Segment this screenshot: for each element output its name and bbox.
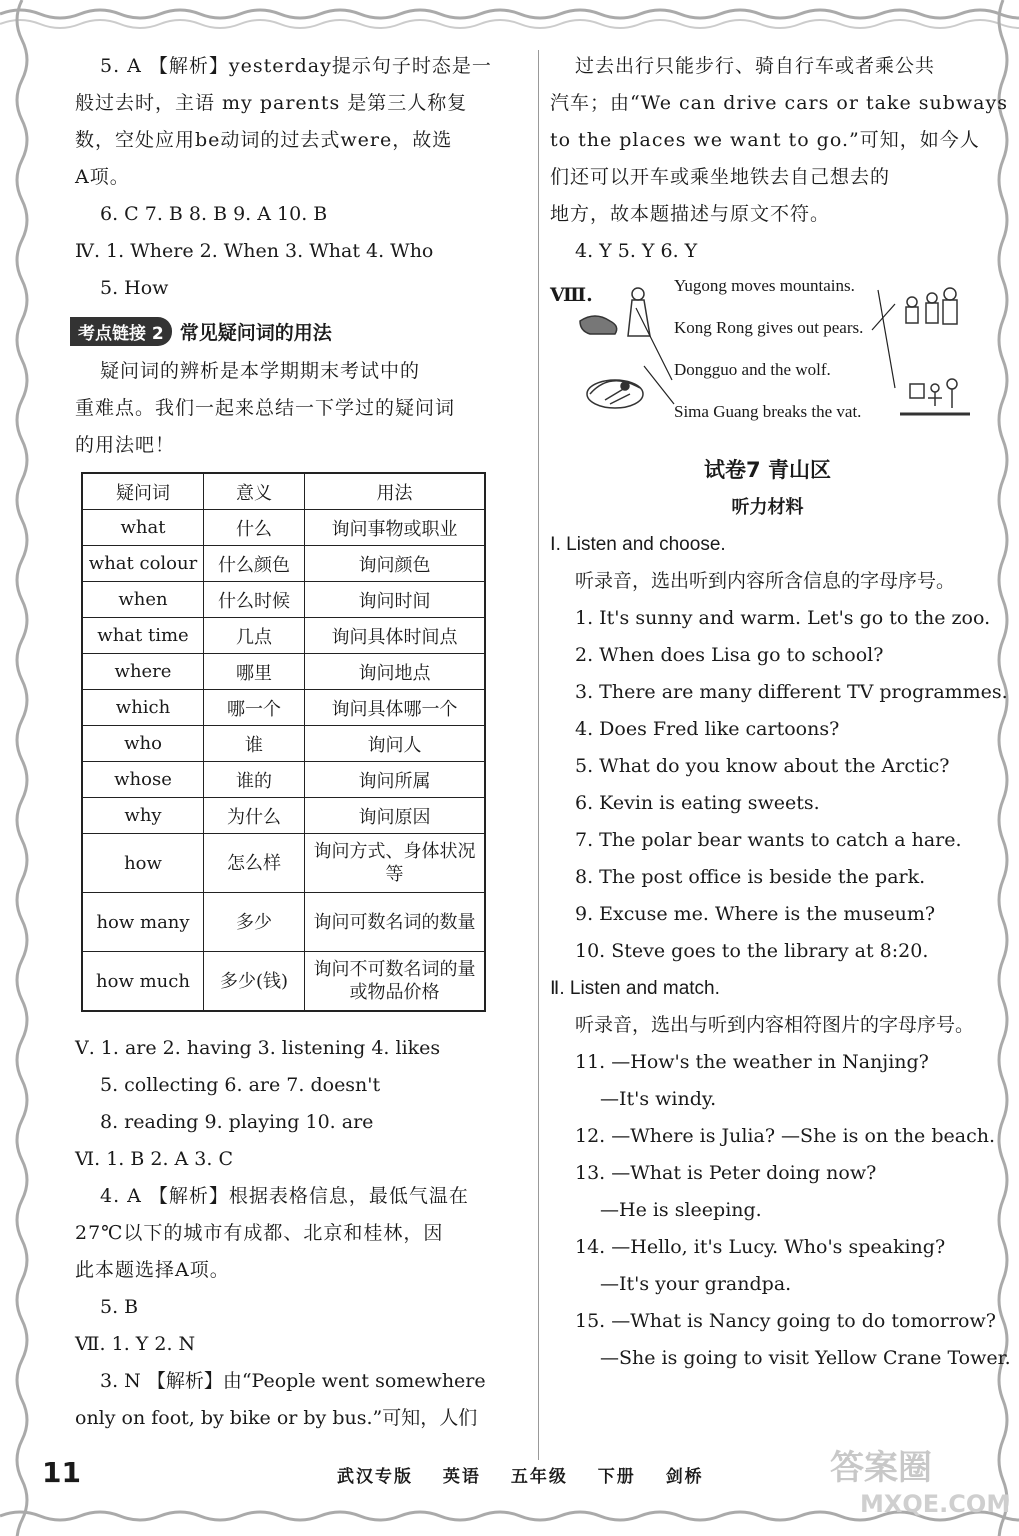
table-row bbox=[82, 582, 485, 618]
left-wavy-border bbox=[0, 0, 48, 1536]
table-cell: 怎么样 bbox=[204, 834, 305, 893]
book-info bbox=[337, 1462, 726, 1487]
table-cell: how bbox=[82, 834, 204, 893]
section-subtitle: 听力材料 bbox=[731, 497, 804, 518]
intro-line: 重难点。我们一起来总结一下学过的疑问词 bbox=[75, 397, 456, 419]
table-row bbox=[82, 726, 485, 762]
subject-label: 英语 bbox=[442, 1467, 481, 1487]
table-cell: 为什么 bbox=[204, 798, 305, 834]
left-column bbox=[75, 48, 515, 1437]
edition-label: 武汉专版 bbox=[337, 1467, 413, 1487]
list-item: 8. The post office is beside the park. bbox=[575, 866, 926, 888]
list-item: 10. Steve goes to the library at 8:20. bbox=[575, 940, 929, 962]
wolf-scholar-picture bbox=[580, 288, 650, 336]
match-item: Kong Rong gives out pears. bbox=[674, 318, 864, 337]
table-cell: 询问可数名词的数量 bbox=[305, 893, 486, 952]
answer-line: Ⅶ. 1. Y 2. N bbox=[75, 1333, 196, 1355]
section-number: Ⅷ. bbox=[550, 284, 593, 306]
list-item: 1. It's sunny and warm. Let's go to the zoo. bbox=[575, 607, 991, 629]
match-item: Sima Guang breaks the vat. bbox=[674, 402, 862, 421]
table-row bbox=[82, 952, 485, 1012]
section-instruction: 听录音，选出听到内容所含信息的字母序号。 bbox=[575, 571, 956, 592]
column-divider bbox=[538, 50, 539, 1460]
list-item: —It's your grandpa. bbox=[600, 1273, 792, 1295]
list-item: —It's windy. bbox=[600, 1088, 717, 1110]
answer-line: Ⅳ. 1. Where 2. When 3. What 4. Who bbox=[75, 240, 434, 262]
question-words-table bbox=[81, 472, 486, 1012]
section-heading: Ⅱ. Listen and match. bbox=[550, 978, 720, 999]
table-row bbox=[82, 834, 485, 893]
list-item: 9. Excuse me. Where is the museum? bbox=[575, 903, 936, 925]
answer-line: 5. How bbox=[100, 277, 169, 299]
answer-line: Ⅴ. 1. are 2. having 3. listening 4. likes bbox=[75, 1037, 441, 1059]
mountain-men-picture bbox=[900, 379, 970, 414]
table-row bbox=[82, 893, 485, 952]
table-header: 意义 bbox=[204, 473, 305, 510]
answer-line: 此本题选择A项。 bbox=[75, 1259, 230, 1281]
volume-label: 下册 bbox=[597, 1467, 636, 1487]
answer-line: 4. Y 5. Y 6. Y bbox=[575, 240, 698, 262]
answer-line: 数，空处应用be动词的过去式were，故选 bbox=[75, 129, 453, 151]
section-heading: Ⅰ. Listen and choose. bbox=[550, 534, 726, 555]
table-row bbox=[82, 798, 485, 834]
table-cell: 什么时候 bbox=[204, 582, 305, 618]
table-row bbox=[82, 690, 485, 726]
top-wavy-border bbox=[0, 0, 1019, 36]
knowledge-link-header bbox=[70, 313, 515, 349]
knowledge-link-title: 常见疑问词的用法 bbox=[179, 321, 332, 344]
answer-line: Ⅵ. 1. B 2. A 3. C bbox=[75, 1148, 233, 1170]
table-header: 疑问词 bbox=[82, 473, 204, 510]
table-cell: 询问人 bbox=[305, 726, 486, 762]
list-item: 12. —Where is Julia? —She is on the beach. bbox=[575, 1125, 995, 1147]
page-number: 11 bbox=[42, 1456, 81, 1489]
list-item: 14. —Hello, it's Lucy. Who's speaking? bbox=[575, 1236, 946, 1258]
table-cell: 多少 bbox=[204, 893, 305, 952]
pears-family-picture bbox=[906, 288, 957, 324]
table-cell: 询问具体哪一个 bbox=[305, 690, 486, 726]
table-cell: 询问原因 bbox=[305, 798, 486, 834]
knowledge-link-tag: 考点链接 2 bbox=[70, 317, 172, 346]
intro-line: 的用法吧！ bbox=[75, 434, 176, 456]
table-cell: 什么颜色 bbox=[204, 546, 305, 582]
answer-line: only on foot, by bike or by bus.”可知，人们 bbox=[75, 1407, 478, 1429]
list-item: —He is sleeping. bbox=[600, 1199, 762, 1221]
answer-line: 5. collecting 6. are 7. doesn't bbox=[100, 1074, 381, 1096]
answer-line: 6. C 7. B 8. B 9. A 10. B bbox=[100, 203, 328, 225]
table-cell: what bbox=[82, 510, 204, 546]
answer-line: 5. A 【解析】yesterday提示句子时态是一 bbox=[100, 55, 492, 77]
table-cell: 几点 bbox=[204, 618, 305, 654]
match-item: Yugong moves mountains. bbox=[674, 276, 855, 295]
table-cell: 询问所属 bbox=[305, 762, 486, 798]
match-lines bbox=[636, 290, 895, 404]
list-item: 4. Does Fred like cartoons? bbox=[575, 718, 840, 740]
table-cell: 谁 bbox=[204, 726, 305, 762]
list-item: 2. When does Lisa go to school? bbox=[575, 644, 884, 666]
answer-line: 过去出行只能步行、骑自行车或者乘公共 bbox=[575, 55, 936, 77]
table-cell: 谁的 bbox=[204, 762, 305, 798]
table-cell: who bbox=[82, 726, 204, 762]
table-cell: 询问颜色 bbox=[305, 546, 486, 582]
table-header-row bbox=[82, 473, 485, 510]
list-item: 5. What do you know about the Arctic? bbox=[575, 755, 950, 777]
grade-label: 五年级 bbox=[510, 1467, 568, 1487]
vat-children-picture bbox=[587, 380, 643, 408]
answer-line: 4. A 【解析】根据表格信息，最低气温在 bbox=[100, 1185, 469, 1207]
list-item: 13. —What is Peter doing now? bbox=[575, 1162, 877, 1184]
table-row bbox=[82, 546, 485, 582]
answer-line: 们还可以开车或乘坐地铁去自己想去的 bbox=[550, 166, 891, 188]
table-cell: 询问不可数名词的量或物品价格 bbox=[305, 952, 486, 1012]
list-item: 6. Kevin is eating sweets. bbox=[575, 792, 820, 814]
table-header: 用法 bbox=[305, 473, 486, 510]
answer-line: 般过去时，主语 my parents 是第三人称复 bbox=[75, 92, 468, 114]
answer-line: 27℃以下的城市有成都、北京和桂林，因 bbox=[75, 1222, 444, 1244]
table-cell: 哪一个 bbox=[204, 690, 305, 726]
answer-line: to the places we want to go.”可知，如今人 bbox=[550, 129, 980, 151]
table-cell: what colour bbox=[82, 546, 204, 582]
table-cell: 哪里 bbox=[204, 654, 305, 690]
list-item: —She is going to visit Yellow Crane Tower. bbox=[600, 1347, 1011, 1369]
table-cell: why bbox=[82, 798, 204, 834]
list-item: 15. —What is Nancy going to do tomorrow? bbox=[575, 1310, 996, 1332]
list-item: 3. There are many different TV programmes. bbox=[575, 681, 1008, 703]
answer-line: 5. B bbox=[100, 1296, 139, 1318]
table-cell: where bbox=[82, 654, 204, 690]
table-cell: whose bbox=[82, 762, 204, 798]
table-cell: when bbox=[82, 582, 204, 618]
answer-line: 3. N 【解析】由“People went somewhere bbox=[100, 1370, 486, 1392]
list-item: 11. —How's the weather in Nanjing? bbox=[575, 1051, 929, 1073]
table-row bbox=[82, 762, 485, 798]
table-row bbox=[82, 510, 485, 546]
table-cell: 多少(钱) bbox=[204, 952, 305, 1012]
table-cell: 询问事物或职业 bbox=[305, 510, 486, 546]
list-item: 7. The polar bear wants to catch a hare. bbox=[575, 829, 962, 851]
right-column bbox=[550, 48, 1011, 1377]
answer-line: 汽车；由“We can drive cars or take subways bbox=[550, 92, 1008, 114]
table-cell: 询问时间 bbox=[305, 582, 486, 618]
answer-line: 8. reading 9. playing 10. are bbox=[100, 1111, 374, 1133]
answer-line: 地方，故本题描述与原文不符。 bbox=[550, 203, 831, 225]
paper-title: 试卷7 青山区 bbox=[704, 458, 831, 482]
table-cell: how many bbox=[82, 893, 204, 952]
watermark-logo: 答案圈 bbox=[830, 1448, 932, 1488]
table-cell: 什么 bbox=[204, 510, 305, 546]
table-cell: 询问具体时间点 bbox=[305, 618, 486, 654]
table-row bbox=[82, 618, 485, 654]
intro-line: 疑问词的辨析是本学期期末考试中的 bbox=[100, 360, 421, 382]
table-cell: what time bbox=[82, 618, 204, 654]
section-instruction: 听录音，选出与听到内容相符图片的字母序号。 bbox=[575, 1015, 975, 1036]
matching-section bbox=[550, 276, 985, 426]
watermark-url: MXQE.COM bbox=[860, 1490, 1011, 1518]
table-cell: 询问方式、身体状况等 bbox=[305, 834, 486, 893]
answer-line: A项。 bbox=[75, 166, 130, 188]
table-cell: which bbox=[82, 690, 204, 726]
match-item: Dongguo and the wolf. bbox=[674, 360, 831, 379]
table-cell: 询问地点 bbox=[305, 654, 486, 690]
table-row bbox=[82, 654, 485, 690]
publisher-label: 剑桥 bbox=[665, 1467, 704, 1487]
table-cell: how much bbox=[82, 952, 204, 1012]
